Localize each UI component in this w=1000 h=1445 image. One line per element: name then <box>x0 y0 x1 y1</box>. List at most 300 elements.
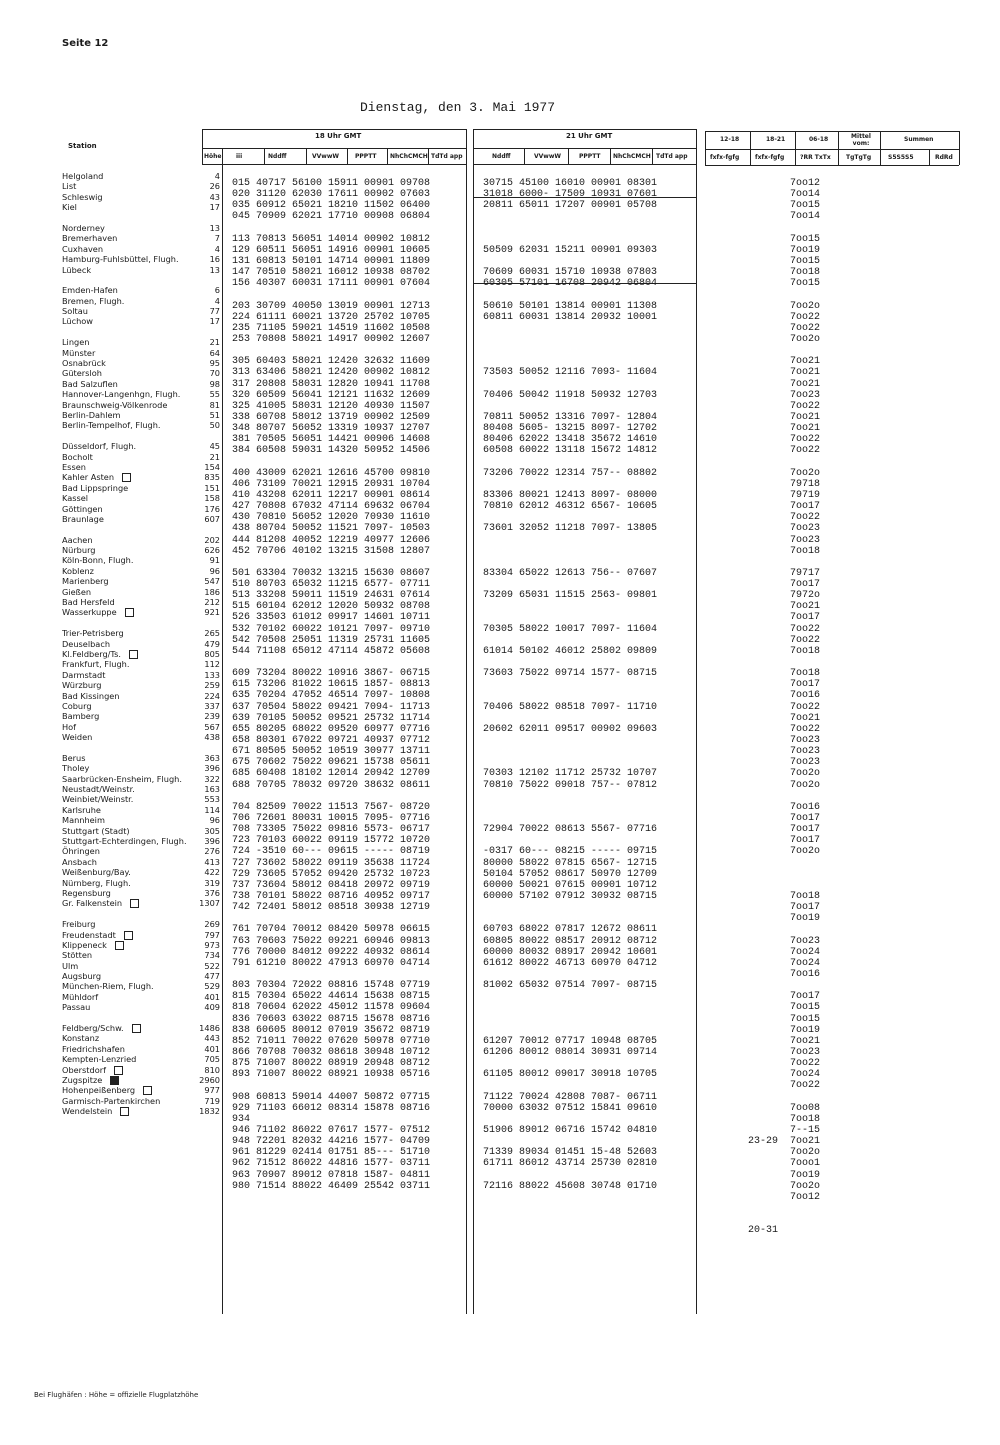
observation-row-21 <box>483 557 657 568</box>
mittel-value: 7oo22 <box>790 445 821 457</box>
observation-row-18: 513 33208 59011 11519 24631 07614 <box>232 590 431 602</box>
observation-row-18: 738 70101 58022 08716 40952 09717 <box>232 891 431 902</box>
station-height: 401 <box>204 1043 220 1054</box>
header-divider <box>387 148 388 164</box>
summen-value <box>748 278 778 289</box>
station-name: Cuxhaven <box>62 243 104 254</box>
summen-value <box>748 746 778 757</box>
mittel-value: 7oo17 <box>790 835 821 847</box>
square-icon <box>132 1024 141 1033</box>
summen-value <box>748 735 778 746</box>
station-height: 112 <box>204 659 220 670</box>
summen-value <box>748 646 778 657</box>
mittel-value: 7oo15 <box>790 1013 821 1025</box>
mittel-value: 7oo23 <box>790 757 821 769</box>
station-name: Bremen, Flugh. <box>62 295 125 306</box>
header-rule <box>202 164 466 165</box>
observation-row-18: 113 70813 56051 14014 00902 10812 <box>232 233 431 245</box>
station-height: 443 <box>204 1033 220 1044</box>
observation-row-21: 70406 50042 11918 50932 12703 <box>483 389 658 401</box>
filled-square-icon <box>110 1076 119 1085</box>
header-sub-4: TgTgTg <box>846 154 872 161</box>
mittel-value: 7oo23 <box>790 735 821 747</box>
summen-value <box>748 401 778 412</box>
observation-row-18: 510 80703 65032 11215 6577- 07711 <box>232 579 431 591</box>
mittel-value: 7oo22 <box>790 723 821 735</box>
header-divider <box>880 131 881 165</box>
observation-row-18: 348 80707 56052 13319 10937 12707 <box>232 423 431 435</box>
observation-row-21 <box>483 457 657 468</box>
observation-row-18: 908 60813 59014 44007 50872 07715 <box>232 1091 431 1103</box>
station-name: Kahler Asten <box>62 472 204 482</box>
mittel-value: 7oo12 <box>790 178 821 189</box>
header-divider <box>524 148 525 164</box>
station-height: 7 <box>214 233 220 244</box>
summen-value <box>748 379 778 390</box>
observation-row-18: 791 61210 80022 47913 60970 04714 <box>232 957 431 969</box>
station-height: 43 <box>209 191 220 202</box>
header-divider <box>264 148 265 164</box>
body-divider <box>473 164 474 1314</box>
summen-value <box>748 289 778 300</box>
station-height: 547 <box>204 576 220 587</box>
observation-row-18: 946 71102 86022 07617 1577- 07512 <box>232 1124 431 1136</box>
summen-value <box>748 813 778 824</box>
summen-value <box>748 958 778 969</box>
summen-value <box>748 1125 778 1136</box>
station-height: 114 <box>204 804 220 815</box>
station-height: 396 <box>204 836 220 846</box>
station-name <box>62 742 204 752</box>
station-name: Friedrichshafen <box>62 1043 125 1054</box>
station-name: Bocholt <box>62 451 93 462</box>
station-height: 276 <box>204 846 220 857</box>
observation-row-21 <box>483 802 657 813</box>
station-height: 13 <box>209 264 220 275</box>
mittel-value: 7oo17 <box>790 813 821 825</box>
observation-row-21: 60000 80032 08917 20942 10601 <box>483 946 658 958</box>
station-height: 96 <box>209 565 220 576</box>
summen-value <box>748 657 778 668</box>
station-name: Göttingen <box>62 503 103 514</box>
observation-row-18: 866 70708 70032 08618 30948 10712 <box>232 1046 431 1058</box>
header-rule <box>705 131 959 132</box>
station-height: 212 <box>204 597 220 608</box>
station-height <box>196 275 220 285</box>
observation-row-21: 73206 70022 12314 757-- 08802 <box>483 467 658 479</box>
observation-row-18: 224 61111 60021 13720 25702 10705 <box>232 311 431 323</box>
mittel-value: 7oo21 <box>790 378 821 390</box>
header-sub-2: fxfx-fgfg <box>755 154 785 161</box>
summen-value: 23-29 <box>748 1136 779 1148</box>
summen-value <box>748 1025 778 1036</box>
mittel-value: 7oo18 <box>790 668 821 680</box>
summen-value <box>748 568 778 579</box>
station-height: 973 <box>204 939 220 950</box>
header-divider <box>568 148 569 164</box>
mittel-value: 7oo14 <box>790 211 821 223</box>
observation-row-21: 50509 62031 15211 00901 09303 <box>483 244 658 256</box>
observation-row-18 <box>232 557 430 568</box>
observation-row-21: 70000 63032 07512 15841 09610 <box>483 1102 658 1114</box>
station-name: Düsseldorf, Flugh. <box>62 441 137 452</box>
observation-row-21 <box>483 234 657 245</box>
station-name: Konstanz <box>62 1033 100 1044</box>
observation-row-18: 852 71011 70022 07620 50978 07710 <box>232 1035 431 1047</box>
observation-row-21 <box>483 612 657 623</box>
observation-row-18 <box>232 791 430 802</box>
observation-row-21: 61014 50102 46012 25802 09809 <box>483 645 658 657</box>
header-rule <box>473 164 696 165</box>
summen-value <box>748 367 778 378</box>
station-height: 13 <box>209 222 220 233</box>
mittel-value <box>790 858 820 869</box>
observation-row-18: 961 81229 02414 01751 85--- 51710 <box>232 1147 431 1159</box>
observation-row-21 <box>483 323 657 334</box>
summen-value <box>748 846 778 857</box>
observation-row-18: 815 70304 65022 44614 15638 08715 <box>232 991 431 1003</box>
mittel-value: 7oo23 <box>790 935 821 947</box>
mittel-value: 79717 <box>790 567 821 579</box>
observation-row-18 <box>232 457 430 468</box>
station-name: Coburg <box>62 700 92 711</box>
observation-row-21 <box>483 902 657 913</box>
observation-row-18: 317 20808 58031 12820 10941 11708 <box>232 378 431 390</box>
mittel-value <box>790 223 820 234</box>
mittel-value: 7oo23 <box>790 1046 821 1058</box>
summen-value <box>748 345 778 356</box>
mittel-value: 7oo24 <box>790 1069 821 1081</box>
mittel-value: 7oo24 <box>790 946 821 958</box>
station-height: 319 <box>204 877 220 888</box>
summen-value <box>748 1080 778 1091</box>
summen-value <box>748 1192 778 1203</box>
observation-row-18: 639 70105 50052 09521 25732 11714 <box>232 712 431 724</box>
observation-row-18: 501 63304 70032 13215 15630 08607 <box>232 567 431 579</box>
mittel-value <box>790 557 820 568</box>
header-divider <box>838 131 839 165</box>
summen-value <box>748 445 778 456</box>
observation-row-18: 438 80704 50052 11521 7097- 10503 <box>232 523 431 535</box>
header-divider <box>202 129 203 164</box>
summen-value <box>748 245 778 256</box>
square-icon <box>124 931 133 940</box>
observation-row-18: 929 71103 66012 08314 15878 08716 <box>232 1102 431 1114</box>
station-name: Hohenpeißenberg <box>62 1085 204 1095</box>
summen-value <box>748 1170 778 1181</box>
observation-row-18: 838 60605 80012 07019 35672 08719 <box>232 1024 431 1036</box>
station-height <box>196 742 220 752</box>
observation-row-21 <box>483 401 657 412</box>
summen-value <box>748 256 778 267</box>
station-name: Weiden <box>62 732 93 743</box>
summen-value <box>748 523 778 534</box>
mittel-value: 7oo12 <box>790 1191 821 1203</box>
mittel-value: 7oo22 <box>790 311 821 323</box>
observation-row-18: 045 70909 62021 17710 00908 06804 <box>232 211 431 223</box>
mittel-value <box>790 880 820 891</box>
station-name: Braunschweig-Völkenrode <box>62 399 168 410</box>
summen-value <box>748 1092 778 1103</box>
station-height: 734 <box>204 950 220 961</box>
observation-row-18 <box>232 289 430 300</box>
observation-row-21: 61105 80012 09017 30918 10705 <box>483 1069 658 1081</box>
observation-row-21 <box>483 1025 657 1036</box>
header-sub-5: S5S5S5 <box>888 154 914 161</box>
observation-row-21: 83304 65022 12613 756-- 07607 <box>483 567 658 579</box>
station-name: Darmstadt <box>62 669 106 680</box>
observation-row-18: 384 60508 59031 14320 50952 14506 <box>232 445 431 457</box>
mittel-value: 7oo22 <box>790 1058 821 1070</box>
summen-value <box>748 334 778 345</box>
observation-row-18: 742 72401 58012 08518 30938 12719 <box>232 902 431 914</box>
mittel-value: 7oo16 <box>790 968 821 980</box>
observation-row-21 <box>483 835 657 846</box>
station-name: Norderney <box>62 222 105 233</box>
mittel-value: 7oo15 <box>790 200 821 212</box>
header-18-21: 18-21 <box>766 136 786 143</box>
station-name: Lingen <box>62 337 90 348</box>
mittel-value: 7oo2o <box>790 333 821 345</box>
observation-row-21: 50610 50101 13814 00901 11308 <box>483 300 658 312</box>
observation-row-21: 70303 12102 11712 25732 10707 <box>483 768 658 780</box>
mittel-value: 7oo2o <box>790 779 821 791</box>
mittel-value: 7oo21 <box>790 601 821 613</box>
station-name: Ulm <box>62 960 79 971</box>
mittel-value: 7oo22 <box>790 322 821 334</box>
mittel-value: 7oo15 <box>790 233 821 245</box>
station-height: 322 <box>204 773 220 784</box>
station-name <box>62 524 204 534</box>
summen-value <box>748 991 778 1002</box>
observation-row-18: 035 60912 65021 18210 11502 06400 <box>232 200 431 212</box>
observation-row-21: 60305 57101 16708 20942 06804 <box>483 278 658 290</box>
station-name: Passau <box>62 1002 91 1013</box>
summen-value <box>748 1014 778 1025</box>
mittel-value: 7oo18 <box>790 545 821 557</box>
observation-row-18: 803 70304 72022 08816 15748 07719 <box>232 980 431 992</box>
mittel-value <box>790 1092 820 1103</box>
observation-row-18: 015 40717 56100 15911 00901 09708 <box>232 178 431 189</box>
summen-value <box>748 980 778 991</box>
observation-row-18: 253 70808 58021 14917 00902 12607 <box>232 333 431 345</box>
observation-row-18: 320 60509 56041 12121 11632 12609 <box>232 389 431 401</box>
observation-row-21 <box>483 969 657 980</box>
page-title: Dienstag, den 3. Mai 1977 <box>360 100 556 115</box>
summen-value <box>748 189 778 200</box>
mittel-value: 79719 <box>790 489 821 501</box>
mittel-value: 7oo21 <box>790 1136 821 1148</box>
observation-row-18: 763 70603 75022 09221 60946 09813 <box>232 935 431 947</box>
summen-value <box>748 1114 778 1125</box>
station-height: 21 <box>209 451 220 462</box>
summen-value <box>748 457 778 468</box>
observation-row-18: 430 70810 56052 12020 70930 11610 <box>232 512 431 524</box>
observation-row-21: 61711 86012 43714 25730 02810 <box>483 1158 658 1170</box>
station-height: 2960 <box>199 1074 220 1085</box>
observation-row-21: 70810 62012 46312 6567- 10605 <box>483 501 658 513</box>
header-summen: Summen <box>904 136 934 143</box>
station-height: 607 <box>204 513 220 524</box>
observation-row-21: 20811 65011 17207 00901 05708 <box>483 200 658 212</box>
mittel-value: 7ooo1 <box>790 1158 821 1170</box>
mittel-value: 7oo22 <box>790 512 821 524</box>
station-height <box>196 909 220 919</box>
observation-row-21 <box>483 211 657 222</box>
header-divider <box>222 148 223 164</box>
observation-row-21: 31018 6000- 17509 10931 07601 <box>483 189 658 201</box>
header-rule <box>202 148 466 149</box>
mittel-value: 7oo22 <box>790 1080 821 1092</box>
observation-row-21 <box>483 289 657 300</box>
station-height: 719 <box>204 1095 220 1106</box>
mittel-value: 7oo18 <box>790 1113 821 1125</box>
summen-value <box>748 757 778 768</box>
station-height: 45 <box>209 441 220 452</box>
header-divider <box>347 148 348 164</box>
station-height: 158 <box>204 493 220 504</box>
station-height: 1486 <box>199 1023 220 1034</box>
header-station: Station <box>68 142 97 150</box>
station-height <box>196 327 220 337</box>
mittel-value: 7oo17 <box>790 991 821 1003</box>
observation-row-21 <box>483 791 657 802</box>
summen-value <box>748 1047 778 1058</box>
header-divider <box>750 131 751 165</box>
observation-row-21: 50104 57052 08617 50970 12709 <box>483 868 658 880</box>
header-sub-3: ?RR TxTx <box>800 154 831 161</box>
station-name: Saarbrücken-Ensheim, Flugh. <box>62 773 182 784</box>
station-name: Öhringen <box>62 846 100 857</box>
observation-row-18: 515 60104 62012 12020 50932 08708 <box>232 601 431 613</box>
station-names <box>62 171 204 1117</box>
observation-row-21 <box>483 757 657 768</box>
observation-row-21: 60508 60022 13118 15672 14812 <box>483 445 658 457</box>
station-height: 17 <box>209 316 220 327</box>
observation-row-18 <box>232 969 430 980</box>
station-height: 95 <box>209 358 220 369</box>
summen-value <box>748 390 778 401</box>
station-name: Schleswig <box>62 191 103 202</box>
observation-row-21: 70810 75022 09018 757-- 07812 <box>483 779 658 791</box>
station-name: Soltau <box>62 306 88 317</box>
body-divider <box>222 164 223 1314</box>
station-name <box>62 431 204 441</box>
station-height: 376 <box>204 887 220 898</box>
station-name: Wendelstein <box>62 1106 204 1116</box>
station-height: 337 <box>204 700 220 711</box>
observation-row-18: 406 73109 70021 12915 20931 10704 <box>232 478 431 490</box>
station-name: Kassel <box>62 493 89 504</box>
observation-row-18: 637 70504 58022 09421 7094- 11713 <box>232 701 431 713</box>
summen-value <box>748 713 778 724</box>
station-height: 422 <box>204 867 220 878</box>
observation-row-18: 723 70103 60022 09119 15772 10720 <box>232 835 431 847</box>
summen-value <box>748 223 778 234</box>
mittel-value: 7oo21 <box>790 1035 821 1047</box>
station-height: 6 <box>214 285 220 296</box>
observation-row-21 <box>483 679 657 690</box>
header-vvwww-21: VVwwW <box>534 153 561 160</box>
station-name: Freiburg <box>62 919 96 930</box>
summen-value <box>748 423 778 434</box>
observation-row-18: 131 60813 50101 14714 00901 11809 <box>232 255 431 267</box>
summen-value <box>748 913 778 924</box>
station-name: Gießen <box>62 586 92 597</box>
station-height: 21 <box>209 337 220 348</box>
station-name: Bad Hersfeld <box>62 597 115 608</box>
observation-row-18: 338 60708 58012 13719 00902 12509 <box>232 411 431 423</box>
station-name: Garmisch-Partenkirchen <box>62 1095 161 1106</box>
mittel-value: 7oo08 <box>790 1102 821 1114</box>
header-divider <box>652 148 653 164</box>
page-number: Seite 12 <box>62 38 109 49</box>
summen-value <box>748 668 778 679</box>
station-name <box>62 618 204 628</box>
station-name: Oberstdorf <box>62 1065 204 1075</box>
observation-row-21 <box>483 657 657 668</box>
square-icon <box>114 1066 123 1075</box>
mittel-column <box>790 178 820 1203</box>
header-rule <box>473 129 696 130</box>
header-rule <box>202 129 466 130</box>
observation-row-21: 83306 80021 12413 8097- 08000 <box>483 489 658 501</box>
mittel-value: 7oo23 <box>790 523 821 535</box>
observation-row-21: 73603 75022 09714 1577- 08715 <box>483 668 658 680</box>
station-height: 477 <box>204 971 220 982</box>
station-height: 835 <box>204 472 220 483</box>
header-nddff: Nddff <box>268 153 287 160</box>
summen-value <box>748 1181 778 1192</box>
station-name <box>62 327 204 337</box>
station-height <box>196 618 220 628</box>
observation-row-21 <box>483 1114 657 1125</box>
station-name: Stuttgart-Echterdingen, Flugh. <box>62 836 187 846</box>
station-name: Zugspitze <box>62 1075 204 1085</box>
summen-value <box>748 323 778 334</box>
summen-value <box>748 490 778 501</box>
station-name: Weinbiet/Weinstr. <box>62 794 134 805</box>
observation-row-18 <box>232 1080 430 1091</box>
mittel-value: 7oo16 <box>790 690 821 702</box>
observation-row-21: 81002 65032 07514 7097- 08715 <box>483 980 658 992</box>
observations-18-gmt <box>232 178 430 1192</box>
observation-row-18: 706 72601 80031 10015 7095- 07716 <box>232 813 431 825</box>
station-height: 64 <box>209 347 220 358</box>
mittel-value: 7oo19 <box>790 244 821 256</box>
mittel-value <box>790 869 820 880</box>
station-name: Kempten-Lenzried <box>62 1054 137 1065</box>
observation-row-21: 72904 70022 08613 5567- 07716 <box>483 824 658 836</box>
observation-row-18: 452 70706 40102 13215 31508 12807 <box>232 545 431 557</box>
mittel-value: 7oo22 <box>790 623 821 635</box>
header-rule <box>705 149 959 150</box>
station-name: Nürnberg, Flugh. <box>62 877 131 888</box>
square-icon <box>125 608 134 617</box>
station-height: 265 <box>204 628 220 639</box>
mittel-value: 7oo2o <box>790 467 821 479</box>
summen-value <box>748 780 778 791</box>
station-name: Bad Lippspringe <box>62 482 129 493</box>
observation-row-18: 671 80505 50052 10519 30977 13711 <box>232 746 431 758</box>
station-name: Berlin-Tempelhof, Flugh. <box>62 420 161 431</box>
station-name: Wasserkuppe <box>62 607 204 617</box>
mittel-value <box>790 980 820 991</box>
observation-row-21: 70811 50052 13316 7097- 12804 <box>483 411 658 423</box>
summen-value <box>748 579 778 590</box>
header-td-21: TdTd app <box>656 153 688 160</box>
header-divider <box>959 131 960 165</box>
